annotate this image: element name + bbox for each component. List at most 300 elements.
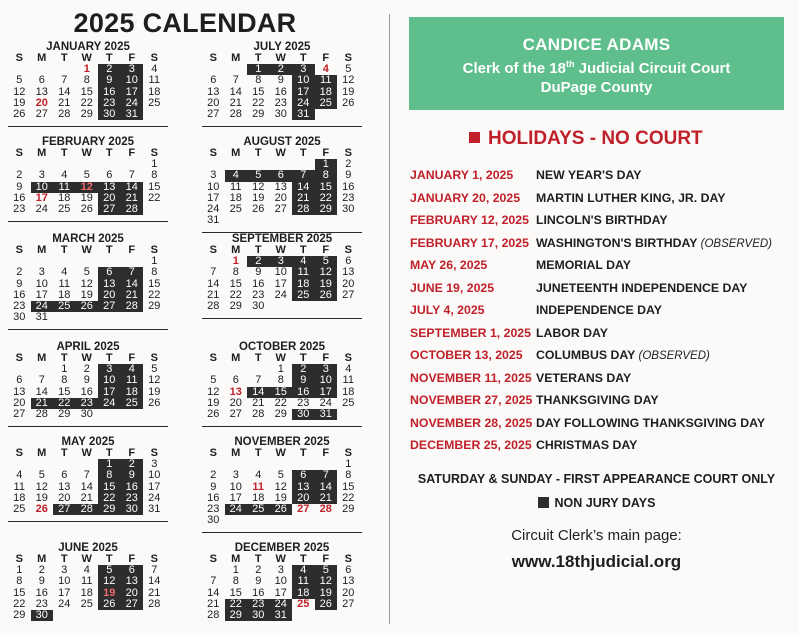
day-cell: 19 <box>315 279 338 290</box>
clerk-banner <box>409 17 784 110</box>
clerk-url-link[interactable]: www.18thjudicial.org <box>511 552 682 571</box>
day-cell: 31 <box>270 610 293 621</box>
day-cell: 29 <box>229 299 242 312</box>
weekday-header: W <box>275 52 286 64</box>
day-cell: 6 <box>232 374 239 387</box>
day-cell: 15 <box>148 180 161 193</box>
holidays-heading <box>469 128 703 150</box>
day-cell: 9 <box>16 180 23 193</box>
day-cell: 25 <box>58 202 71 215</box>
day-cell: 12 <box>207 385 220 398</box>
day-cell: 17 <box>148 480 161 493</box>
holiday-name <box>536 326 608 340</box>
day-cell: 17 <box>35 191 48 204</box>
day-cell: 17 <box>58 586 71 599</box>
day-cell: 15 <box>148 277 161 290</box>
day-cell: 15 <box>229 277 242 290</box>
day-cell: 21 <box>292 193 315 204</box>
holiday-date: DECEMBER 25, 2025 <box>410 438 532 452</box>
day-cell: 29 <box>13 608 26 621</box>
day-cell: 27 <box>229 407 242 420</box>
weekday-header: T <box>105 447 113 459</box>
holiday-row <box>410 416 765 430</box>
day-cell: 2 <box>83 363 90 376</box>
day-cell: 23 <box>76 398 99 409</box>
day-cell: 9 <box>98 75 121 86</box>
day-cell: 30 <box>274 107 287 120</box>
month-grid <box>8 353 168 420</box>
weekday-header: F <box>128 352 136 364</box>
day-cell: 27 <box>207 107 220 120</box>
holiday-name-text: DAY FOLLOWING THANKSGIVING DAY <box>536 415 766 430</box>
day-cell: 7 <box>255 374 262 387</box>
day-cell: 2 <box>16 266 23 279</box>
day-cell: 29 <box>98 504 121 515</box>
weekday-header: F <box>128 553 136 565</box>
day-cell: 19 <box>342 85 355 98</box>
month-grid <box>202 353 362 420</box>
month-grid <box>8 148 168 215</box>
day-cell: 14 <box>35 385 48 398</box>
day-cell: 21 <box>80 491 93 504</box>
day-cell: 5 <box>83 169 90 182</box>
day-cell: 4 <box>61 169 68 182</box>
weekday-header: W <box>81 147 92 159</box>
holiday-note: (OBSERVED) <box>638 350 710 362</box>
weekday-header: S <box>15 352 23 364</box>
day-cell: 25 <box>292 290 315 301</box>
month-block <box>8 341 168 420</box>
day-cell: 14 <box>121 182 144 193</box>
day-cell: 13 <box>342 266 355 279</box>
day-cell: 5 <box>210 374 217 387</box>
day-cell: 24 <box>270 599 293 610</box>
day-cell: 20 <box>342 586 355 599</box>
red-square-icon <box>469 132 480 143</box>
weekday-header: S <box>150 244 158 256</box>
day-cell: 9 <box>210 480 217 493</box>
month-grid <box>8 53 168 120</box>
day-cell: 8 <box>345 469 352 482</box>
month-block <box>8 436 168 515</box>
month-grid <box>202 554 362 621</box>
non-jury-legend <box>409 496 784 510</box>
day-cell: 2 <box>38 564 45 577</box>
month-grid <box>202 448 362 526</box>
day-cell: 26 <box>80 202 93 215</box>
month-block <box>202 542 362 621</box>
day-cell: 10 <box>207 180 220 193</box>
holiday-row <box>410 303 662 317</box>
day-cell: 12 <box>148 374 161 387</box>
day-cell: 23 <box>342 191 355 204</box>
clerk-county: DuPage County <box>540 79 653 96</box>
holiday-row <box>410 393 659 407</box>
weekday-header: F <box>322 352 330 364</box>
day-cell: 12 <box>98 576 121 587</box>
weekday-header: S <box>209 52 217 64</box>
day-cell: 4 <box>292 565 315 576</box>
day-cell: 18 <box>342 385 355 398</box>
clerk-page-label: Circuit Clerk’s main page: <box>511 527 682 544</box>
day-cell: 3 <box>121 64 144 75</box>
day-cell: 3 <box>270 256 293 267</box>
day-cell: 5 <box>315 256 338 267</box>
month-separator <box>202 126 362 127</box>
day-cell: 28 <box>319 502 332 515</box>
day-cell: 8 <box>315 170 338 181</box>
day-cell: 24 <box>225 504 248 515</box>
weekday-header: F <box>128 244 136 256</box>
month-grid <box>202 148 362 226</box>
day-cell: 28 <box>207 299 220 312</box>
weekday-header: W <box>81 244 92 256</box>
day-cell: 3 <box>38 266 45 279</box>
day-cell: 18 <box>13 491 26 504</box>
day-cell: 19 <box>207 396 220 409</box>
day-cell: 25 <box>148 96 161 109</box>
day-cell: 16 <box>342 180 355 193</box>
holiday-name <box>536 191 725 205</box>
day-cell: 12 <box>315 267 338 278</box>
day-cell: 29 <box>315 204 338 215</box>
day-cell: 29 <box>80 107 93 120</box>
day-cell: 1 <box>232 564 239 577</box>
day-cell: 5 <box>151 363 158 376</box>
weekday-header: S <box>15 553 23 565</box>
day-cell: 11 <box>342 374 354 387</box>
day-cell: 9 <box>345 169 352 182</box>
holiday-row <box>410 168 641 182</box>
holiday-name <box>536 438 637 452</box>
day-cell: 1 <box>315 159 338 170</box>
day-cell: 29 <box>342 502 355 515</box>
day-cell: 7 <box>61 74 68 87</box>
weekday-header: W <box>81 447 92 459</box>
weekday-header: M <box>37 244 47 256</box>
day-cell: 23 <box>247 599 270 610</box>
day-cell: 14 <box>292 182 315 193</box>
weekday-header: W <box>275 352 286 364</box>
month-name: MARCH 2025 <box>52 233 124 245</box>
day-cell: 26 <box>315 599 338 610</box>
day-cell: 1 <box>232 255 239 268</box>
day-cell: 30 <box>80 407 93 420</box>
day-cell: 20 <box>292 493 315 504</box>
holiday-date: FEBRUARY 17, 2025 <box>410 235 529 250</box>
month-separator <box>8 221 168 222</box>
day-cell: 25 <box>297 597 310 610</box>
weekday-header: T <box>299 352 307 364</box>
day-cell: 7 <box>128 169 135 182</box>
weekday-header: S <box>344 352 352 364</box>
day-cell: 19 <box>274 491 287 504</box>
month-name: NOVEMBER 2025 <box>234 436 330 448</box>
day-cell: 14 <box>80 480 93 493</box>
day-cell: 16 <box>274 85 287 98</box>
month-grid <box>202 245 362 312</box>
holiday-name-text: NEW YEAR'S DAY <box>536 168 642 182</box>
calendar-title: 2025 CALENDAR <box>73 8 297 38</box>
day-cell: 18 <box>58 191 71 204</box>
day-cell: 15 <box>270 387 293 398</box>
day-cell: 24 <box>274 288 287 301</box>
day-cell: 14 <box>121 279 144 290</box>
day-cell: 23 <box>13 202 26 215</box>
month-separator <box>8 126 168 127</box>
day-cell: 8 <box>83 74 90 87</box>
day-cell: 20 <box>229 396 242 409</box>
day-cell: 2 <box>270 64 293 75</box>
day-cell: 20 <box>98 193 121 204</box>
day-cell: 8 <box>232 266 239 279</box>
day-cell: 26 <box>35 502 48 515</box>
day-cell: 2 <box>210 469 217 482</box>
day-cell: 13 <box>342 575 355 588</box>
day-cell: 14 <box>207 277 220 290</box>
day-cell: 23 <box>274 96 287 109</box>
day-cell: 3 <box>232 469 239 482</box>
day-cell: 24 <box>121 98 144 109</box>
day-cell: 16 <box>13 191 26 204</box>
day-cell: 19 <box>80 191 93 204</box>
month-block <box>8 41 168 120</box>
day-cell: 10 <box>31 182 54 193</box>
day-cell: 18 <box>148 85 161 98</box>
month-separator <box>202 532 362 533</box>
day-cell: 2 <box>98 64 121 75</box>
day-cell: 15 <box>80 85 93 98</box>
holiday-name-text: LABOR DAY <box>536 325 608 340</box>
weekday-header: M <box>37 352 47 364</box>
day-cell: 7 <box>210 575 217 588</box>
day-cell: 24 <box>58 597 71 610</box>
day-cell: 7 <box>121 267 144 278</box>
holiday-name <box>536 416 765 430</box>
holiday-name-text: LINCOLN'S BIRTHDAY <box>536 213 668 227</box>
month-grid <box>8 448 168 515</box>
day-cell: 25 <box>13 502 26 515</box>
day-cell: 11 <box>292 267 315 278</box>
weekday-header: T <box>254 447 262 459</box>
day-cell: 12 <box>315 576 338 587</box>
day-cell: 15 <box>13 586 26 599</box>
day-cell: 18 <box>58 288 71 301</box>
day-cell: 16 <box>252 586 265 599</box>
day-cell: 7 <box>151 564 158 577</box>
month-block <box>8 136 168 215</box>
day-cell: 6 <box>292 470 315 481</box>
weekday-header: T <box>254 147 262 159</box>
weekday-header: S <box>344 553 352 565</box>
day-cell: 15 <box>342 480 355 493</box>
weekday-header: S <box>150 352 158 364</box>
holiday-date: NOVEMBER 11, 2025 <box>410 370 532 385</box>
day-cell: 28 <box>207 608 220 621</box>
day-cell: 22 <box>342 491 355 504</box>
weekday-header: M <box>37 447 47 459</box>
day-cell: 14 <box>207 586 220 599</box>
day-cell: 25 <box>229 202 242 215</box>
holiday-date: SEPTEMBER 1, 2025 <box>410 325 531 340</box>
non-jury-text: NON JURY DAYS <box>554 496 656 510</box>
day-cell: 10 <box>121 75 144 86</box>
day-cell: 6 <box>61 469 68 482</box>
day-cell: 10 <box>58 575 71 588</box>
day-cell: 26 <box>252 202 265 215</box>
day-cell: 7 <box>38 374 45 387</box>
day-cell: 11 <box>252 480 265 493</box>
weekday-header: S <box>209 147 217 159</box>
day-cell: 31 <box>292 109 315 120</box>
day-cell: 17 <box>35 288 48 301</box>
day-cell: 22 <box>98 493 121 504</box>
day-cell: 15 <box>98 482 121 493</box>
day-cell: 17 <box>274 586 287 599</box>
holiday-name <box>536 348 710 362</box>
day-cell: 1 <box>151 255 158 268</box>
day-cell: 5 <box>16 74 23 87</box>
day-cell: 12 <box>35 480 48 493</box>
day-cell: 9 <box>292 375 315 386</box>
weekday-header: F <box>322 244 330 256</box>
weekday-header: F <box>128 52 136 64</box>
day-cell: 7 <box>292 170 315 181</box>
day-cell: 11 <box>230 180 242 193</box>
holiday-name <box>536 258 631 272</box>
weekday-header: S <box>344 447 352 459</box>
vertical-divider <box>389 14 390 624</box>
day-cell: 11 <box>53 182 76 193</box>
weekday-header: T <box>299 147 307 159</box>
day-cell: 3 <box>98 364 121 375</box>
day-cell: 4 <box>61 266 68 279</box>
day-cell: 16 <box>13 288 26 301</box>
weekday-header: W <box>81 352 92 364</box>
day-cell: 18 <box>315 87 338 98</box>
month-block <box>8 542 168 621</box>
day-cell: 4 <box>151 63 158 76</box>
holiday-row <box>410 326 608 340</box>
day-cell: 22 <box>53 398 76 409</box>
day-cell: 14 <box>247 387 270 398</box>
day-cell: 26 <box>315 290 338 301</box>
day-cell: 11 <box>81 575 93 588</box>
day-cell: 21 <box>58 96 71 109</box>
weekday-header: T <box>105 244 113 256</box>
day-cell: 23 <box>13 299 26 312</box>
day-cell: 29 <box>225 610 248 621</box>
weekday-header: W <box>81 553 92 565</box>
day-cell: 30 <box>121 504 144 515</box>
day-cell: 1 <box>16 564 23 577</box>
day-cell: 1 <box>98 459 121 470</box>
month-separator <box>202 426 362 427</box>
month-name: JANUARY 2025 <box>46 41 130 53</box>
weekday-header: S <box>15 244 23 256</box>
day-cell: 23 <box>252 288 265 301</box>
month-name: JUNE 2025 <box>58 542 118 554</box>
day-cell: 17 <box>207 191 220 204</box>
month-name: FEBRUARY 2025 <box>41 136 135 148</box>
day-cell: 3 <box>38 169 45 182</box>
month-name: APRIL 2025 <box>56 341 120 353</box>
day-cell: 8 <box>151 169 158 182</box>
day-cell: 4 <box>121 364 144 375</box>
weekday-header: F <box>322 447 330 459</box>
day-cell: 27 <box>35 107 48 120</box>
weekday-header: F <box>322 147 330 159</box>
day-cell: 10 <box>35 277 48 290</box>
day-cell: 31 <box>121 109 144 120</box>
holiday-note: (OBSERVED) <box>700 237 772 250</box>
holiday-name <box>536 393 659 407</box>
day-cell: 17 <box>315 387 338 398</box>
day-cell: 24 <box>207 202 220 215</box>
day-cell: 19 <box>13 96 26 109</box>
day-cell: 10 <box>274 266 287 279</box>
day-cell: 20 <box>342 277 355 290</box>
day-cell: 21 <box>148 586 161 599</box>
day-cell: 29 <box>58 407 71 420</box>
day-cell: 10 <box>98 375 121 386</box>
day-cell: 27 <box>342 288 355 301</box>
day-cell: 31 <box>148 502 161 515</box>
weekday-header: S <box>150 553 158 565</box>
day-cell: 13 <box>98 182 121 193</box>
day-cell: 22 <box>315 193 338 204</box>
day-cell: 7 <box>83 469 90 482</box>
holiday-name-text: CHRISTMAS DAY <box>536 438 638 452</box>
clerk-title <box>409 55 784 78</box>
day-cell: 17 <box>274 277 287 290</box>
day-cell: 19 <box>252 191 265 204</box>
day-cell: 17 <box>229 491 242 504</box>
day-cell: 27 <box>297 502 310 515</box>
day-cell: 27 <box>121 599 144 610</box>
day-cell: 5 <box>247 170 270 181</box>
day-cell: 5 <box>98 565 121 576</box>
weekend-note: SATURDAY & SUNDAY - FIRST APPEARANCE COURT ONLY <box>417 472 776 486</box>
day-cell: 9 <box>83 374 90 387</box>
day-cell: 25 <box>80 597 93 610</box>
day-cell: 14 <box>315 482 338 493</box>
day-cell: 21 <box>121 290 144 301</box>
month-grid <box>8 554 168 621</box>
day-cell: 6 <box>345 564 352 577</box>
day-cell: 19 <box>35 491 48 504</box>
day-cell: 4 <box>83 564 90 577</box>
day-cell: 28 <box>76 504 99 515</box>
holiday-name-text: VETERANS DAY <box>536 370 632 385</box>
day-cell: 22 <box>13 597 26 610</box>
weekday-header: T <box>60 447 68 459</box>
day-cell: 23 <box>297 396 310 409</box>
day-cell: 20 <box>121 588 144 599</box>
day-cell: 3 <box>210 169 217 182</box>
day-cell: 13 <box>207 85 220 98</box>
day-cell: 22 <box>148 191 161 204</box>
weekday-header: S <box>209 244 217 256</box>
day-cell: 13 <box>292 482 315 493</box>
day-cell: 28 <box>292 204 315 215</box>
weekday-header: T <box>105 52 113 64</box>
day-cell: 21 <box>252 396 265 409</box>
day-cell: 26 <box>13 107 26 120</box>
day-cell: 6 <box>98 267 121 278</box>
day-cell: 21 <box>121 193 144 204</box>
day-cell: 11 <box>121 375 144 386</box>
